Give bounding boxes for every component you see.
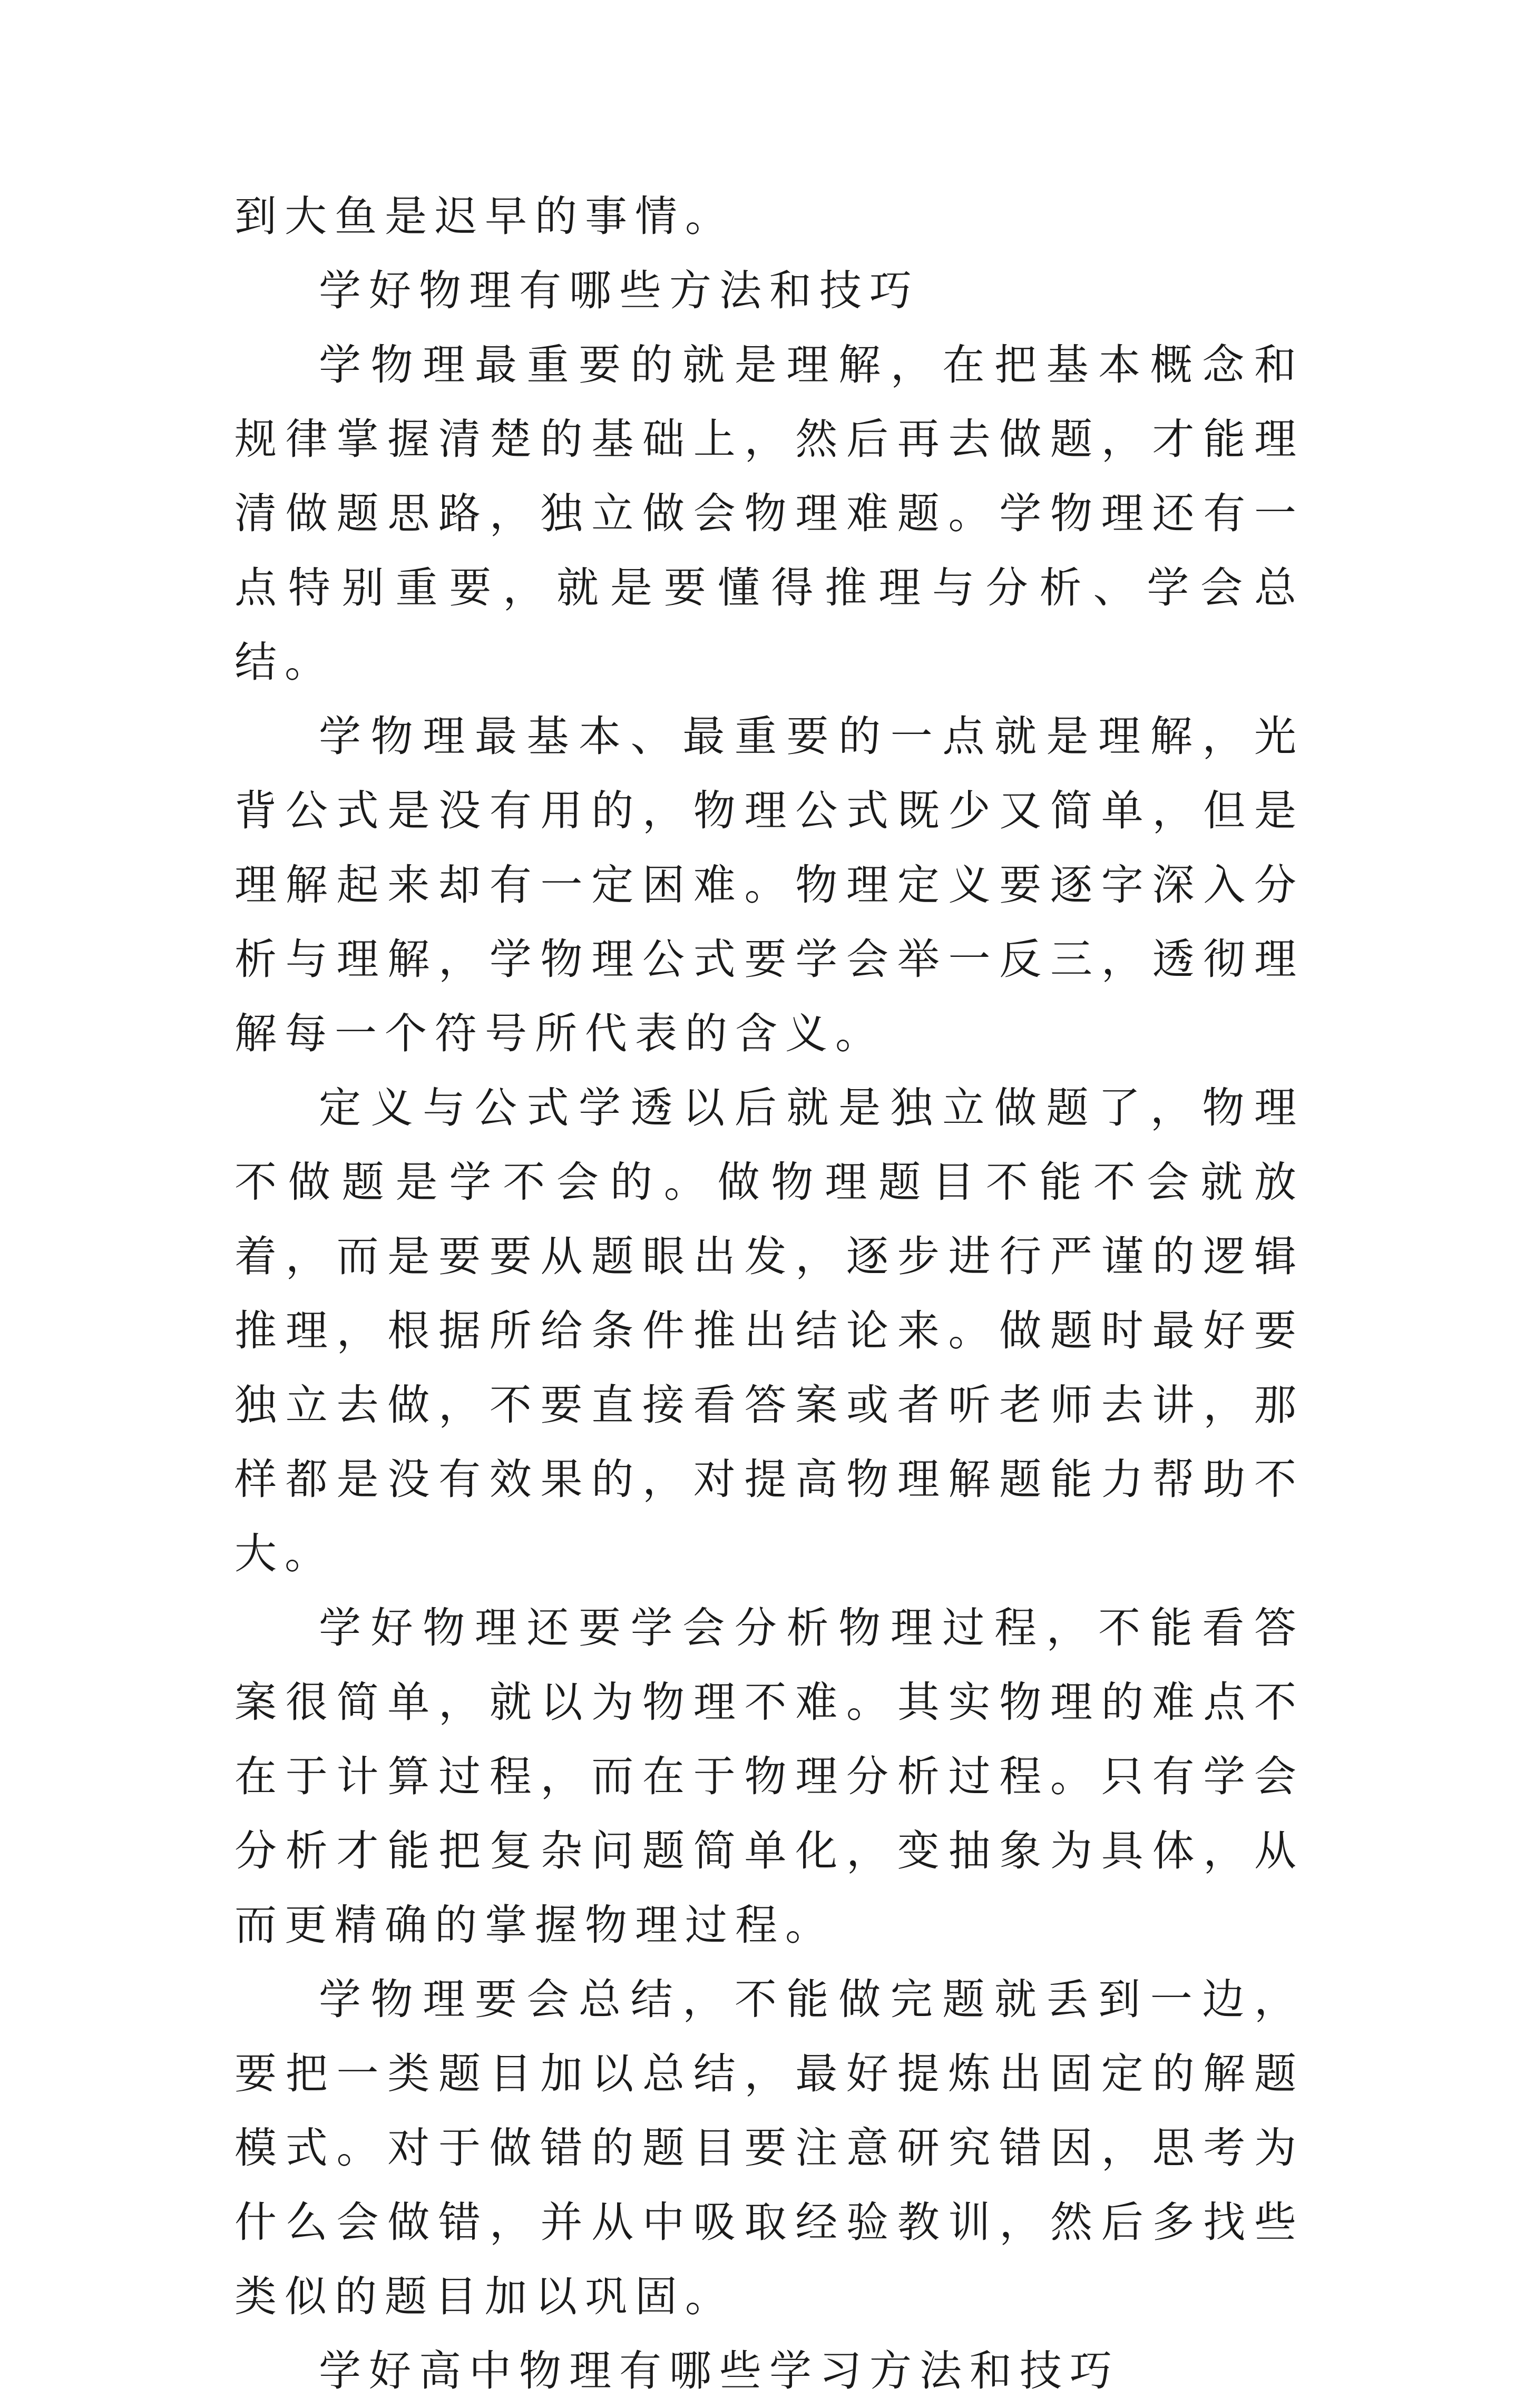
paragraph-analysis: 学好物理还要学会分析物理过程，不能看答案很简单，就以为物理不难。其实物理的难点不在于计算过程，而在于物理分析过程。只有学会分析才能把复杂问题简单化，变抽象为具体，从而更精确的掌握物理过程。 [234,1603,1304,1950]
section-heading-high-school-physics: 学好高中物理有哪些学习方法和技巧 [319,2346,1120,2395]
document-body [234,179,1304,2408]
paragraph-formulas: 学物理最基本、最重要的一点就是理解，光背公式是没有用的，物理公式既少又简单，但是理解起来却有一定困难。物理定义要逐字深入分析与理解，学物理公式要学会举一反三，透彻理解每一个符号所代表的含义。 [234,712,1304,1058]
paragraph-understanding: 学物理最重要的就是理解，在把基本概念和规律掌握清楚的基础上，然后再去做题，才能理清做题思路，独立做会物理难题。学物理还有一点特别重要，就是要懂得推理与分析、学会总结。 [234,340,1304,687]
section-heading-physics-methods: 学好物理有哪些方法和技巧 [319,266,920,315]
paragraph-summary: 学物理要会总结，不能做完题就丢到一边，要把一类题目加以总结，最好提炼出固定的解题模式。对于做错的题目要注意研究错因，思考为什么会做错，并从中吸取经验教训，然后多找些类似的题目加以巩固。 [234,1975,1304,2321]
paragraph-continuation: 到大鱼是迟早的事情。 [234,192,735,241]
paragraph-practice: 定义与公式学透以后就是独立做题了，物理不做题是学不会的。做物理题目不能不会就放着，而是要要从题眼出发，逐步进行严谨的逻辑推理，根据所给条件推出结论来。做题时最好要独立去做，不要直接看答案或者听老师去讲，那样都是没有效果的，对提高物理解题能力帮助不大。 [234,1083,1304,1578]
